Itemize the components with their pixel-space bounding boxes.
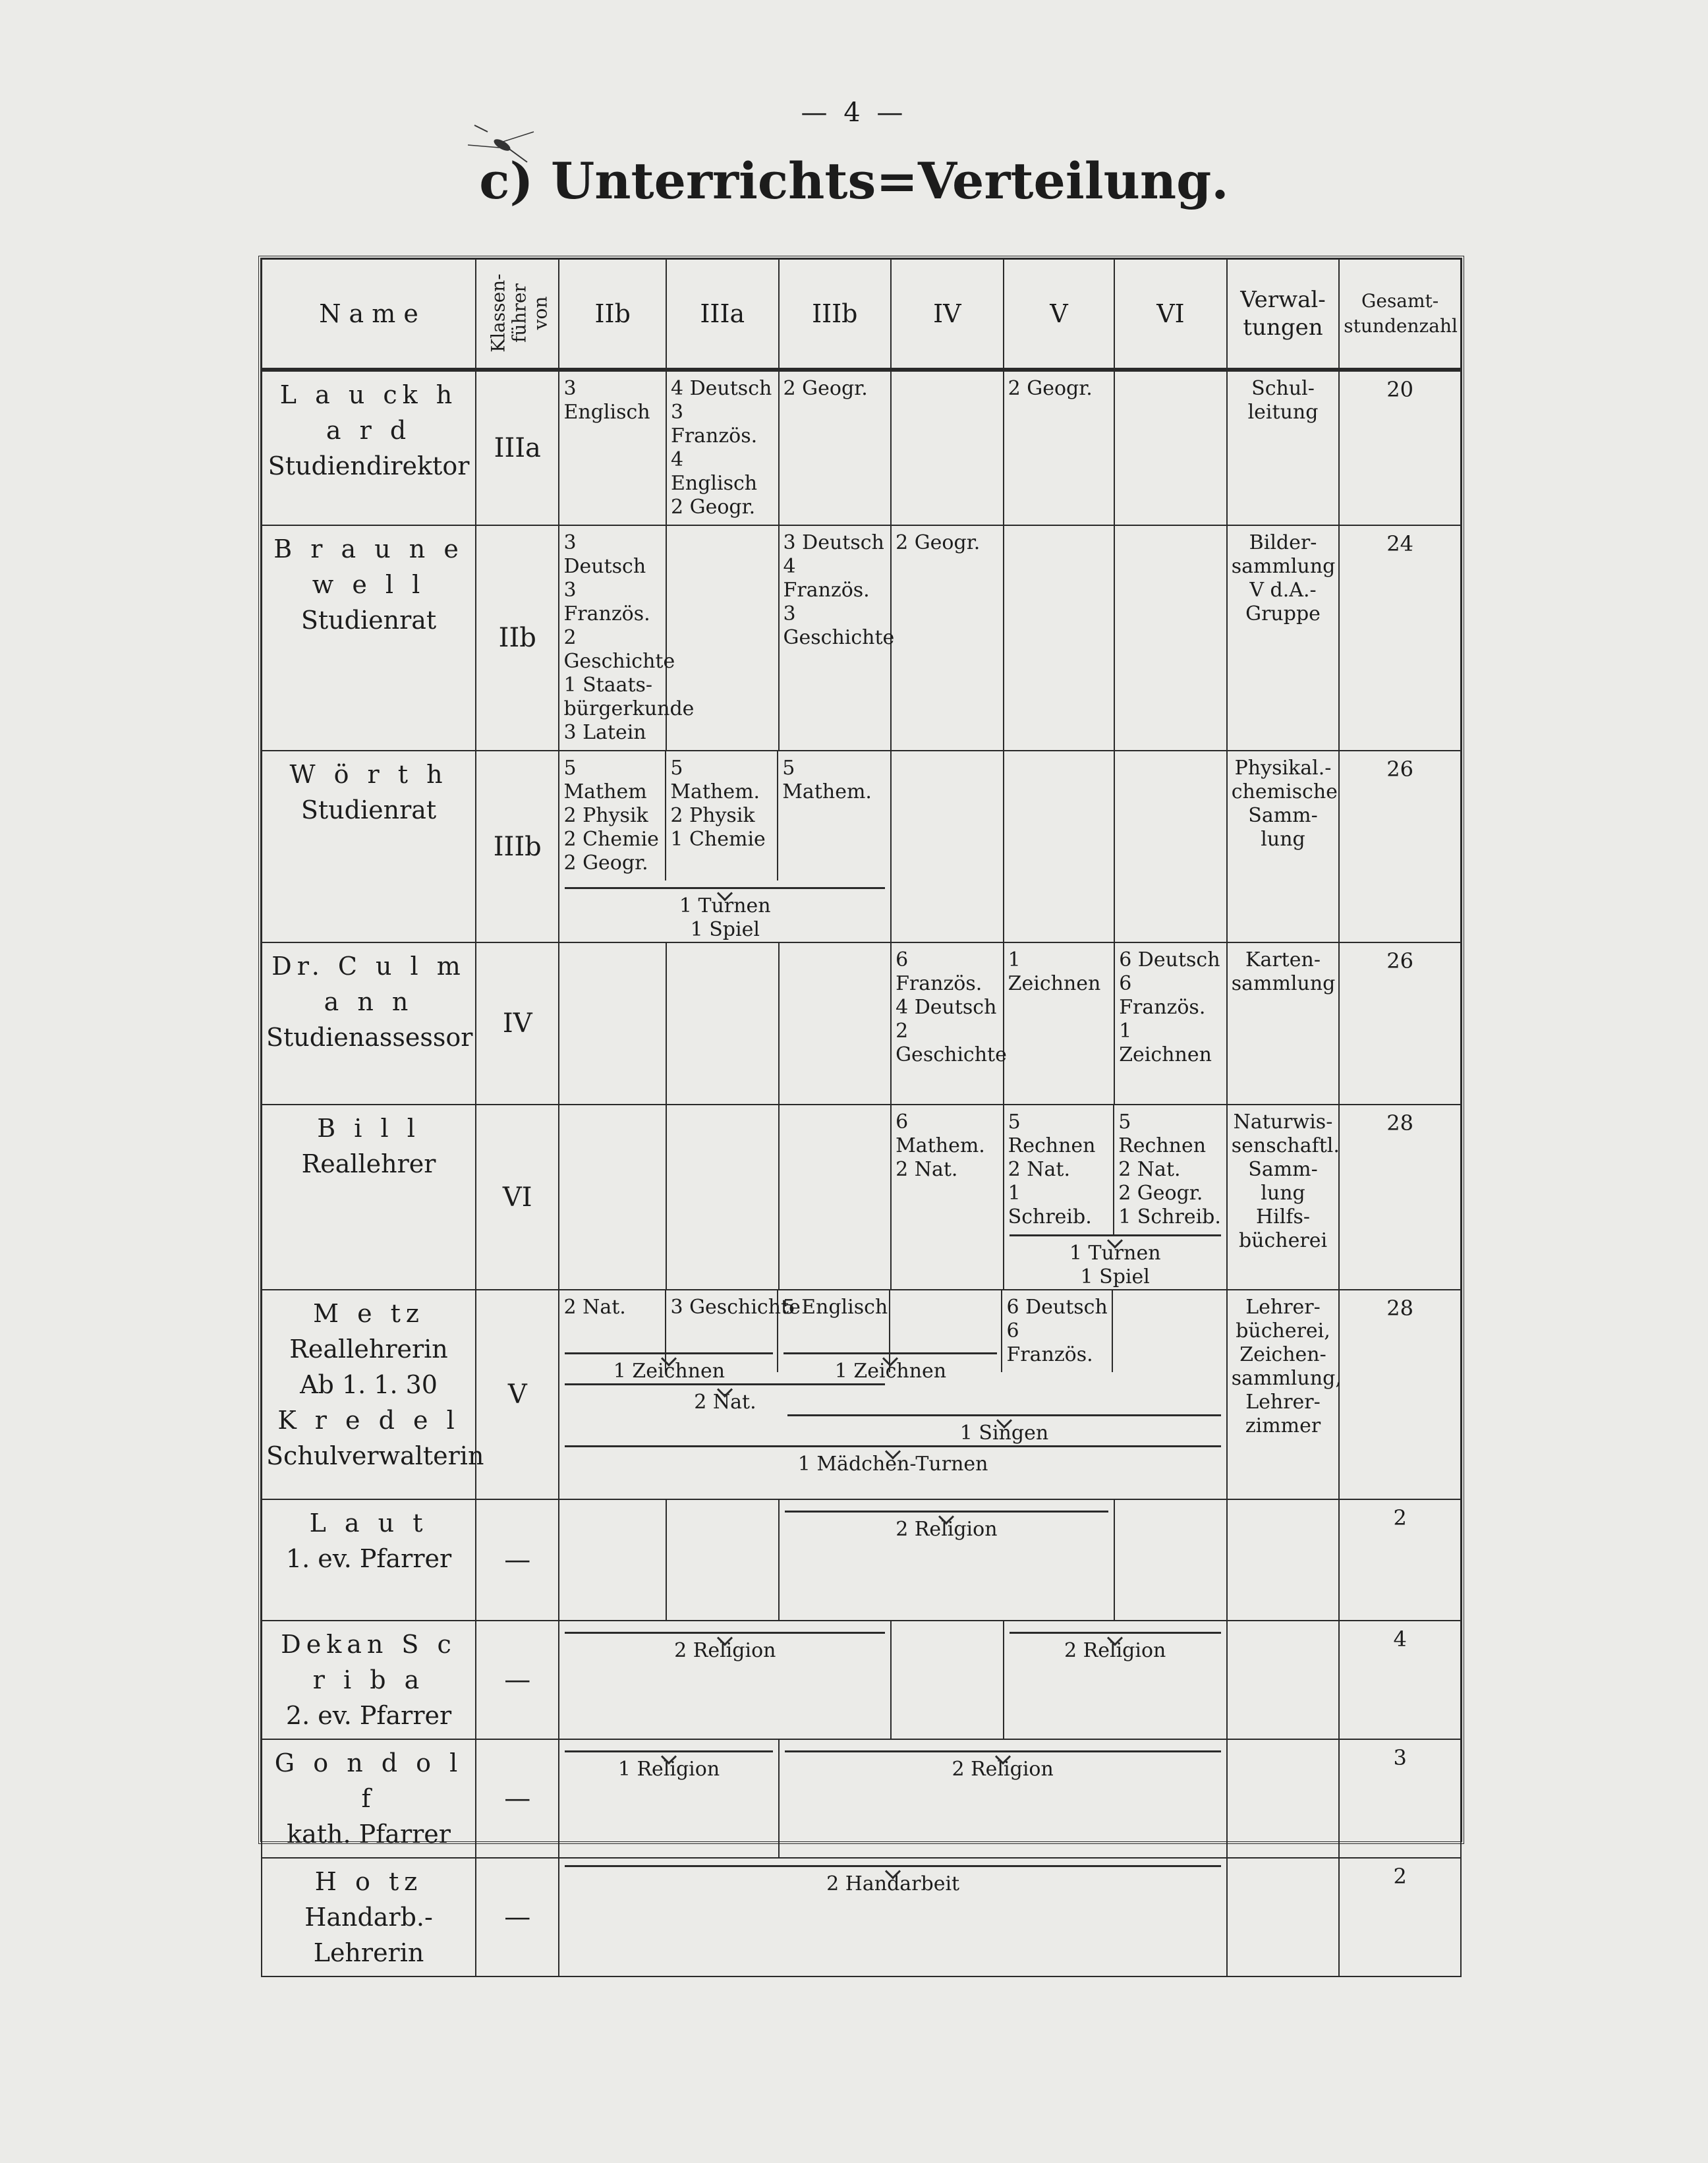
header-name: N a m e (262, 259, 476, 370)
group-brace: 1 Religion (559, 1750, 778, 1781)
span-cell (559, 1290, 1226, 1499)
cell-V: 1 Zeichnen (1004, 942, 1115, 1105)
cell-IIIa: 3 Geschichte (666, 1290, 778, 1372)
header-VI: VI (1114, 259, 1227, 370)
cell-VI: 5 Rechnen 2 Nat. 2 Geogr. 1 Schreib. (1118, 1110, 1221, 1228)
total-hours-cell: 3 (1339, 1739, 1461, 1858)
teacher-name: Dr. C u l m a n n Studienassessor (262, 942, 476, 1105)
total-hours-cell: 2 (1339, 1499, 1461, 1621)
teacher-name: B i l l Reallehrer (262, 1105, 476, 1290)
cell-IIIb: 2 Geogr. (779, 370, 892, 525)
group-brace: 2 Nat. (559, 1383, 890, 1414)
klassenfuehrer-cell: — (476, 1739, 559, 1858)
total-hours-cell: 28 (1339, 1290, 1461, 1499)
klassenfuehrer-cell: VI (476, 1105, 559, 1290)
teacher-name: W ö r t h Studienrat (262, 751, 476, 942)
group-brace: 1 Turnen 1 Spiel (1004, 1234, 1226, 1289)
table-row (262, 1105, 1461, 1290)
teacher-name: H o tz Handarb.-Lehrerin (262, 1858, 476, 1976)
total-hours-cell: 20 (1339, 370, 1461, 525)
cell-IIb: 5 Mathem 2 Physik 2 Chemie 2 Geogr. (559, 751, 666, 880)
klassenfuehrer-cell: V (476, 1290, 559, 1499)
group-brace: 2 Religion (1004, 1632, 1226, 1663)
administration-cell: Naturwis- senschaftl. Samm- lung Hilfs- bücherei (1227, 1105, 1340, 1290)
header-verwaltungen: Verwal- tungen (1227, 259, 1340, 370)
table-row (262, 751, 1461, 942)
cell-IIb (559, 1499, 666, 1621)
cell-V: 6 Deutsch 6 Französ. (1002, 1290, 1113, 1372)
cell-IV: 2 Geogr. (891, 525, 1004, 751)
teacher-name: Dekan S c r i b a 2. ev. Pfarrer (262, 1621, 476, 1739)
header-IIIb: IIIb (779, 259, 892, 370)
table-row (262, 370, 1461, 525)
klassenfuehrer-cell: IIIa (476, 370, 559, 525)
page-title: c) Unterrichts=Verteilung. (479, 152, 1229, 210)
administration-cell: Karten- sammlung (1227, 942, 1340, 1105)
insect-mark (461, 119, 540, 171)
header-IIIa: IIIa (666, 259, 779, 370)
cell-VI: 6 Deutsch 6 Französ. 1 Zeichnen (1114, 942, 1227, 1105)
group-brace: 1 Zeichnen (559, 1352, 778, 1383)
cell-VI (1114, 751, 1227, 942)
administration-cell: Physikal.- chemische Samm- lung (1227, 751, 1340, 942)
table-row (262, 1739, 1461, 1858)
cell-IV: 6 Mathem. 2 Nat. (891, 1105, 1004, 1290)
teacher-name: B r a u n e w e l l Studienrat (262, 525, 476, 751)
administration-cell: Lehrer- bücherei, Zeichen- sammlung, Lehrer- zimmer (1227, 1290, 1340, 1499)
header-IV: IV (891, 259, 1004, 370)
cell-VI (1113, 1290, 1225, 1372)
cell-V (1004, 751, 1115, 942)
cell-IIIa: 4 Deutsch 3 Französ. 4 Englisch 2 Geogr. (666, 370, 779, 525)
teacher-name: L a u ck h a r d Studiendirektor (262, 370, 476, 525)
span-cell (1004, 1105, 1227, 1290)
table-row (262, 1290, 1461, 1499)
klassenfuehrer-cell: IIIb (476, 751, 559, 942)
cell-V (1004, 525, 1115, 751)
administration-cell (1227, 1858, 1340, 1976)
cell-IIb: 3 Deutsch 3 Französ. 2 Geschichte 1 Staats- bürgerkunde 3 Latein (559, 525, 666, 751)
header-V: V (1004, 259, 1115, 370)
cell-IIb: 3 Englisch (559, 370, 666, 525)
span-cell (559, 1621, 891, 1739)
table-row (262, 1621, 1461, 1739)
cell-IIIa (666, 1499, 779, 1621)
teacher-name: M e tz Reallehrerin Ab 1. 1. 30 K r e d e l Schulverwalterin (262, 1290, 476, 1499)
administration-cell (1227, 1499, 1340, 1621)
span-cell (559, 751, 891, 942)
teacher-name: G o n d o l f kath. Pfarrer (262, 1739, 476, 1858)
cell-IIb (559, 942, 666, 1105)
group-brace: 2 Religion (780, 1511, 1114, 1542)
group-brace: 2 Religion (559, 1632, 890, 1663)
cell-IV (891, 370, 1004, 525)
group-brace: 2 Religion (780, 1750, 1226, 1781)
teacher-extra-name: K r e d e l (277, 1406, 460, 1435)
cell-V: 5 Rechnen 2 Nat. 1 Schreib. (1004, 1105, 1115, 1234)
table-row (262, 525, 1461, 751)
teacher-name: L a u t 1. ev. Pfarrer (262, 1499, 476, 1621)
span-cell (779, 1739, 1227, 1858)
klassenfuehrer-cell: — (476, 1621, 559, 1739)
header-IIb: IIb (559, 259, 666, 370)
header-gesamt: Gesamt- stundenzahl (1339, 259, 1461, 370)
cell-IIIa: 5 Mathem. 2 Physik 1 Chemie (666, 751, 778, 880)
group-brace: 1 Zeichnen (778, 1352, 1002, 1383)
administration-cell (1227, 1739, 1340, 1858)
total-hours-cell: 4 (1339, 1621, 1461, 1739)
klassenfuehrer-cell: — (476, 1858, 559, 1976)
cell-VI (1114, 370, 1227, 525)
total-hours-cell: 2 (1339, 1858, 1461, 1976)
cell-IV: 6 Französ. 4 Deutsch 2 Geschichte (891, 942, 1004, 1105)
total-hours-cell: 26 (1339, 942, 1461, 1105)
cell-IIIb: 5 Englisch (778, 1290, 890, 1372)
span-cell (559, 1858, 1226, 1976)
group-brace: 1 Mädchen-Turnen (559, 1445, 1226, 1476)
group-brace: 2 Handarbeit (559, 1865, 1226, 1896)
page-number: — 4 — (801, 98, 907, 128)
cell-IV (891, 751, 1004, 942)
administration-cell: Schul- leitung (1227, 370, 1340, 525)
cell-V: 2 Geogr. (1004, 370, 1115, 525)
teacher-extra-role: Schulverwalterin (266, 1441, 484, 1470)
klassenfuehrer-cell: IV (476, 942, 559, 1105)
total-hours-cell: 26 (1339, 751, 1461, 942)
group-brace: 1 Turnen 1 Spiel (559, 887, 890, 942)
klassenfuehrer-cell: IIb (476, 525, 559, 751)
header-row (262, 259, 1461, 370)
cell-IIIb (779, 1105, 892, 1290)
total-hours-cell: 28 (1339, 1105, 1461, 1290)
cell-VI (1114, 1499, 1227, 1621)
cell-IV (891, 1621, 1004, 1739)
span-cell (559, 1739, 778, 1858)
cell-IIb: 2 Nat. (559, 1290, 666, 1372)
table-row (262, 1858, 1461, 1976)
cell-IIIb: 3 Deutsch 4 Französ. 3 Geschichte (779, 525, 892, 751)
table-row (262, 942, 1461, 1105)
administration-cell: Bilder- sammlung V d.A.- Gruppe (1227, 525, 1340, 751)
cell-IIIb (779, 942, 892, 1105)
klassenfuehrer-cell: — (476, 1499, 559, 1621)
group-brace: 1 Singen (782, 1414, 1226, 1445)
cell-IIIa (666, 1105, 779, 1290)
cell-IIIa (666, 942, 779, 1105)
span-cell (1004, 1621, 1227, 1739)
cell-IIb (559, 1105, 666, 1290)
administration-cell (1227, 1621, 1340, 1739)
table-row (262, 1499, 1461, 1621)
cell-VI (1114, 525, 1227, 751)
header-klassenfuehrer: Klassen- führer von (476, 259, 559, 370)
schedule-table-frame (258, 256, 1464, 1967)
teacher-extra-date: Ab 1. 1. 30 (300, 1370, 438, 1399)
cell-IIIb: 5 Mathem. (782, 757, 872, 803)
schedule-table (261, 258, 1462, 1977)
span-cell (779, 1499, 1115, 1621)
total-hours-cell: 24 (1339, 525, 1461, 751)
